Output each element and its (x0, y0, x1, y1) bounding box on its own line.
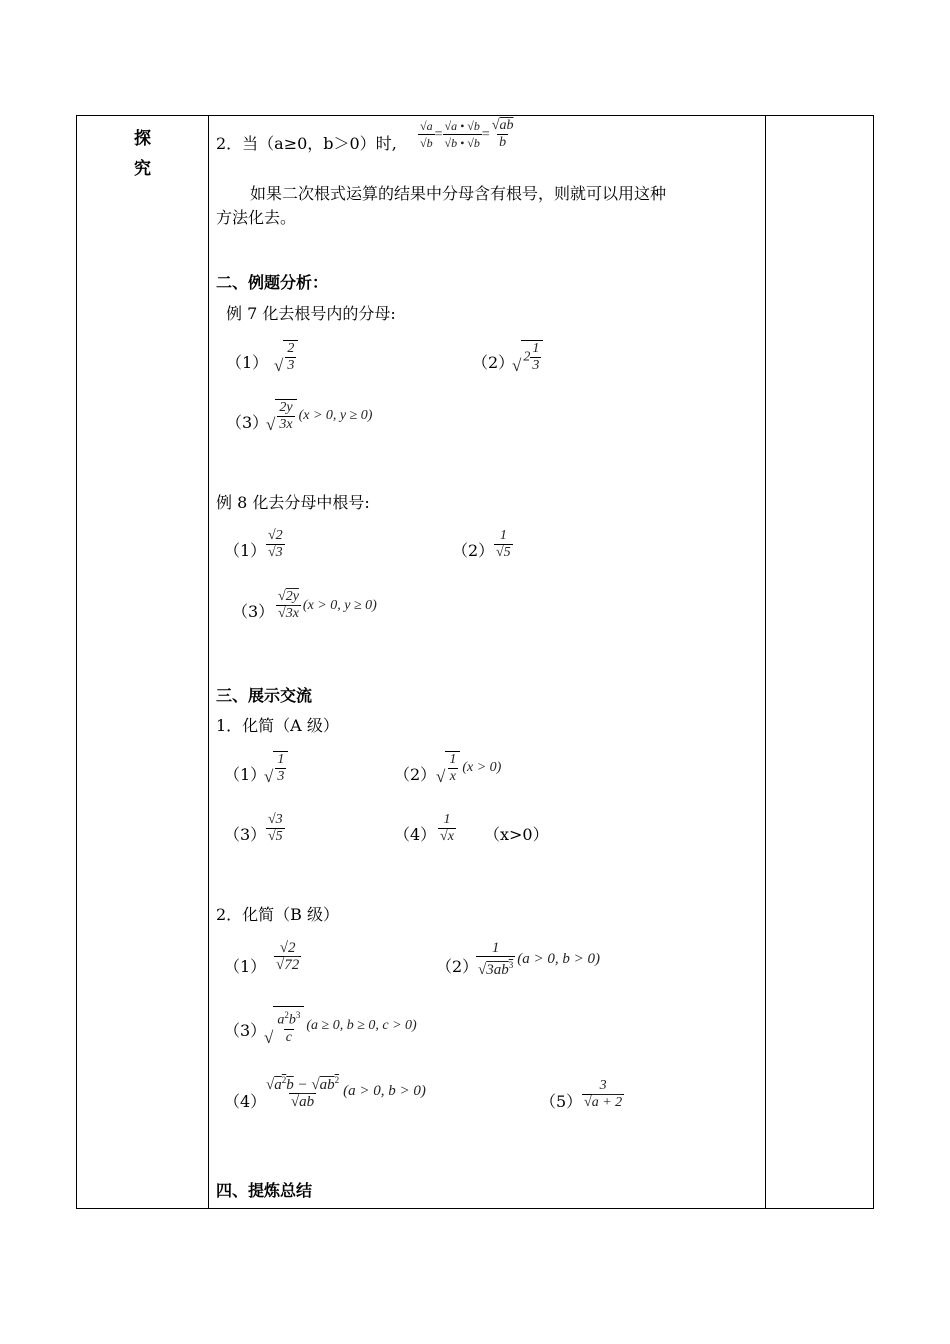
q1-expr-4: $\frac{1}{√x}$ (440, 812, 454, 844)
example7-title: 例 7 化去根号内的分母: (226, 304, 396, 323)
q1-label-1: （1） (224, 765, 267, 784)
side-label-char: 探 (134, 129, 151, 149)
example8-expr-3: $\frac{√2y}{√3x}$ (x > 0, y ≥ 0) (278, 589, 377, 621)
section2-title: 二、例题分析： (216, 273, 329, 292)
example8-title: 例 8 化去分母中根号: (216, 493, 370, 512)
example8-expr-2: $\frac{1}{√5}$ (496, 528, 511, 560)
example7-cond-3: (x > 0, y ≥ 0) (298, 408, 373, 423)
example7-expr-1: √ $\frac{2}{3}$ (274, 340, 298, 374)
example8-label-3: （3） (232, 602, 275, 621)
q2-cond-3: (a ≥ 0, b ≥ 0, c > 0) (306, 1017, 417, 1033)
q1-cond-4: （x>0） (484, 825, 549, 844)
q2-label-4: （4） (224, 1092, 267, 1111)
example8-cond-3: (x > 0, y ≥ 0) (302, 597, 377, 613)
q1-label-2: （2） (394, 765, 437, 784)
q2-label-5: （5） (540, 1092, 583, 1111)
paragraph-line-2: 方法化去。 (216, 208, 297, 227)
q1-label-4: （4） (394, 825, 437, 844)
q2-expr-5: $\frac{3}{√a + 2}$ (584, 1078, 623, 1110)
q1-cond-2: (x > 0) (462, 760, 502, 775)
q2-expr-2: $\frac{1}{√3ab^3}$ (a > 0, b > 0) (478, 940, 600, 978)
q1-title: 1．化简（A 级） (216, 716, 339, 735)
column-divider-2 (765, 116, 766, 1208)
q2-expr-1: $\frac{√2}{√72}$ (276, 940, 300, 973)
q1-expr-1: √ $\frac{1}{3}$ (264, 751, 288, 785)
example7-expr-3: √ $\frac{2y}{3x}$ (x > 0, y ≥ 0) (266, 400, 373, 434)
example7-label-3: （3） (226, 413, 269, 432)
q1-expr-3: $\frac{√3}{√5}$ (268, 812, 283, 844)
paragraph-line-1: 如果二次根式运算的结果中分母含有根号，则就可以用这种 (250, 184, 667, 203)
lesson-table (76, 115, 874, 1209)
side-label-char: 究 (134, 159, 151, 179)
q2-label-3: （3） (224, 1021, 267, 1040)
example8-label-1: （1） (224, 541, 267, 560)
q2-cond-2: (a > 0, b > 0) (517, 950, 600, 967)
q2-expr-4: $\frac{√a^2b - √ab^2}{√ab}$ (a > 0, b > 0) (266, 1075, 426, 1110)
q2-label-1: （1） (224, 957, 267, 976)
q1-expr-2: √ $\frac{1}{x}$ (x > 0) (436, 752, 502, 786)
example8-label-2: （2） (452, 541, 495, 560)
q2-expr-3: √ $\frac{a^2b^3}{c}$ (a ≥ 0, b ≥ 0, c > 0) (264, 1006, 417, 1046)
q1-label-3: （3） (224, 825, 267, 844)
section4-title: 四、提炼总结 (216, 1181, 313, 1200)
column-divider-1 (208, 116, 209, 1208)
item2-text: 2．当（a≥0，b＞0）时, (216, 134, 397, 153)
q2-title: 2．化简（B 级） (216, 905, 340, 924)
example7-expr-2: √ 2 $\frac{1}{3}$ (512, 340, 543, 374)
side-label (77, 124, 208, 184)
example8-expr-1: $\frac{√2}{√3}$ (268, 528, 283, 560)
rationalize-formula: $\frac{√a}{√b}$ = $\frac{√a • √b}{√b • √b}$ = $\frac{√ab}{b}$ (420, 118, 514, 150)
q2-cond-4: (a > 0, b > 0) (343, 1082, 426, 1099)
q2-label-2: （2） (436, 957, 479, 976)
section3-title: 三、展示交流 (216, 686, 313, 705)
example7-label-2: （2） (472, 353, 515, 372)
example7-label-1: （1） (226, 353, 269, 372)
